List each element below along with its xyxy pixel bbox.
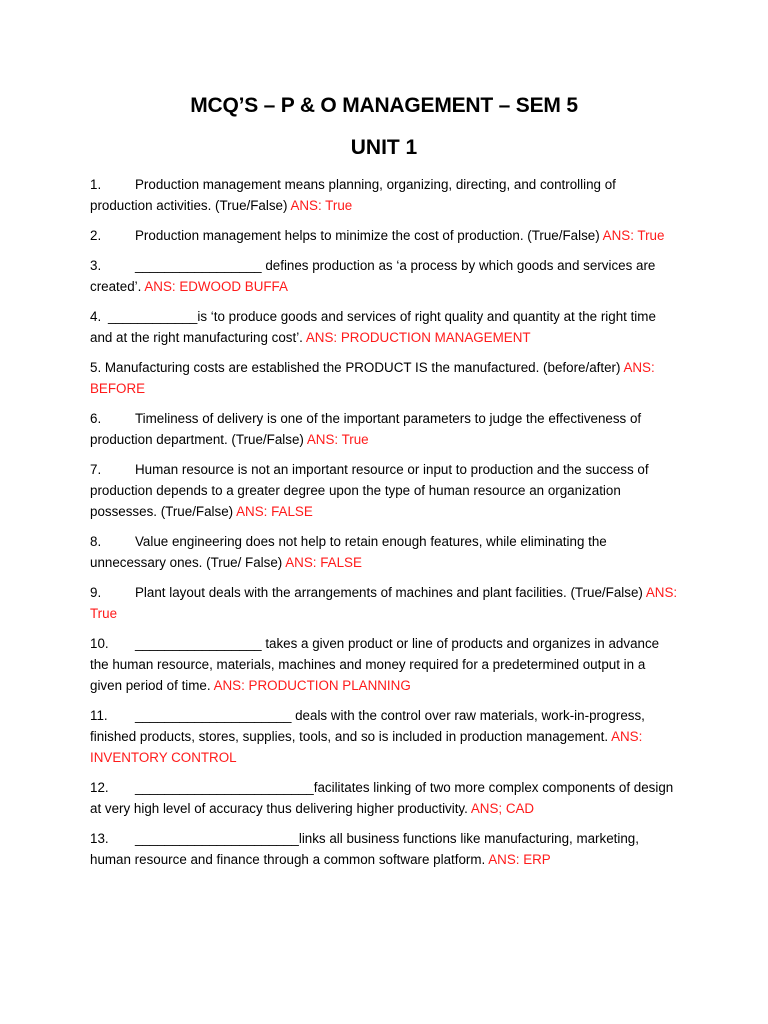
question-item — [90, 777, 680, 819]
question-number: 8. — [90, 534, 102, 549]
question-item — [90, 705, 680, 768]
question-item — [90, 633, 680, 696]
question-text: Manufacturing costs are established the PRODUCT IS the manufactured. (before/after) — [104, 360, 621, 375]
question-item — [90, 828, 680, 870]
question-number: 11. — [90, 708, 108, 723]
question-item — [90, 306, 680, 348]
question-item — [90, 225, 680, 246]
question-item — [90, 174, 680, 216]
answer-text: ANS: True — [602, 228, 665, 243]
question-item — [90, 357, 680, 399]
question-number: 7. — [90, 462, 102, 477]
question-number: 3. — [90, 258, 102, 273]
answer-text: ANS: EDWOOD BUFFA — [144, 279, 288, 294]
unit-heading: UNIT 1 — [350, 136, 418, 159]
question-text: ____________is ‘to produce goods and services of right quality and quantity at the right time and at the right manufacturing cost’. — [90, 309, 656, 345]
answer-text: ANS: FALSE — [285, 555, 362, 570]
answer-text: ANS: PRODUCTION MANAGEMENT — [305, 330, 531, 345]
answer-text: ANS: True — [290, 198, 353, 213]
answer-text: ANS: PRODUCTION PLANNING — [213, 678, 411, 693]
question-number: 4. — [90, 309, 102, 324]
question-item — [90, 255, 680, 297]
question-number: 1. — [90, 177, 102, 192]
question-item — [90, 531, 680, 573]
question-number: 12. — [90, 780, 109, 795]
question-number: 13. — [90, 831, 109, 846]
answer-text: ANS: BEFORE — [90, 360, 655, 396]
answer-text: ANS: FALSE — [236, 504, 313, 519]
question-text: Human resource is not an important resource or input to production and the success of production depends to a greater degree upon the type of human resource an organization possesses. (True/False) — [90, 462, 649, 519]
question-text: _________________ defines production as ‘a process by which goods and services are created’. — [90, 258, 656, 294]
question-number: 9. — [90, 585, 102, 600]
document-title: MCQ’S – P & O MANAGEMENT – SEM 5 — [190, 94, 578, 117]
question-text: _________________ takes a given product or line of products and organizes in advance the human resource, materials, machines and money required for a predetermined output in a given period of time. — [90, 636, 660, 693]
question-text: Timeliness of delivery is one of the important parameters to judge the effectiveness of production department. (True/False) — [90, 411, 642, 447]
question-item — [90, 582, 680, 624]
answer-text: ANS: ERP — [488, 852, 551, 867]
question-text: Production management helps to minimize the cost of production. (True/False) — [135, 228, 600, 243]
answer-text: ANS: True — [306, 432, 369, 447]
question-item — [90, 408, 680, 450]
question-text: ________________________facilitates linking of two more complex components of design at very high level of accuracy thus delivering higher productivity. — [90, 780, 674, 816]
question-text: _____________________ deals with the control over raw materials, work-in-progress, finished products, stores, supplies, tools, and so is included in production management. — [90, 708, 645, 744]
question-item — [90, 459, 680, 522]
question-number: 2. — [90, 228, 102, 243]
question-list — [90, 174, 680, 879]
question-text: Value engineering does not help to retain enough features, while eliminating the unnecessary ones. (True/ False) — [90, 534, 607, 570]
question-text: ______________________links all business functions like manufacturing, marketing, human resource and finance through a common software platform. — [90, 831, 639, 867]
question-number: 5. — [90, 360, 102, 375]
answer-text: ANS; CAD — [470, 801, 535, 816]
question-number: 6. — [90, 411, 102, 426]
question-text: Production management means planning, organizing, directing, and controlling of production activities. (True/False) — [90, 177, 616, 213]
answer-text: ANS: INVENTORY CONTROL — [90, 729, 643, 765]
answer-text: ANS: True — [90, 585, 678, 621]
question-number: 10. — [90, 636, 109, 651]
question-text: Plant layout deals with the arrangements of machines and plant facilities. (True/False) — [135, 585, 643, 600]
